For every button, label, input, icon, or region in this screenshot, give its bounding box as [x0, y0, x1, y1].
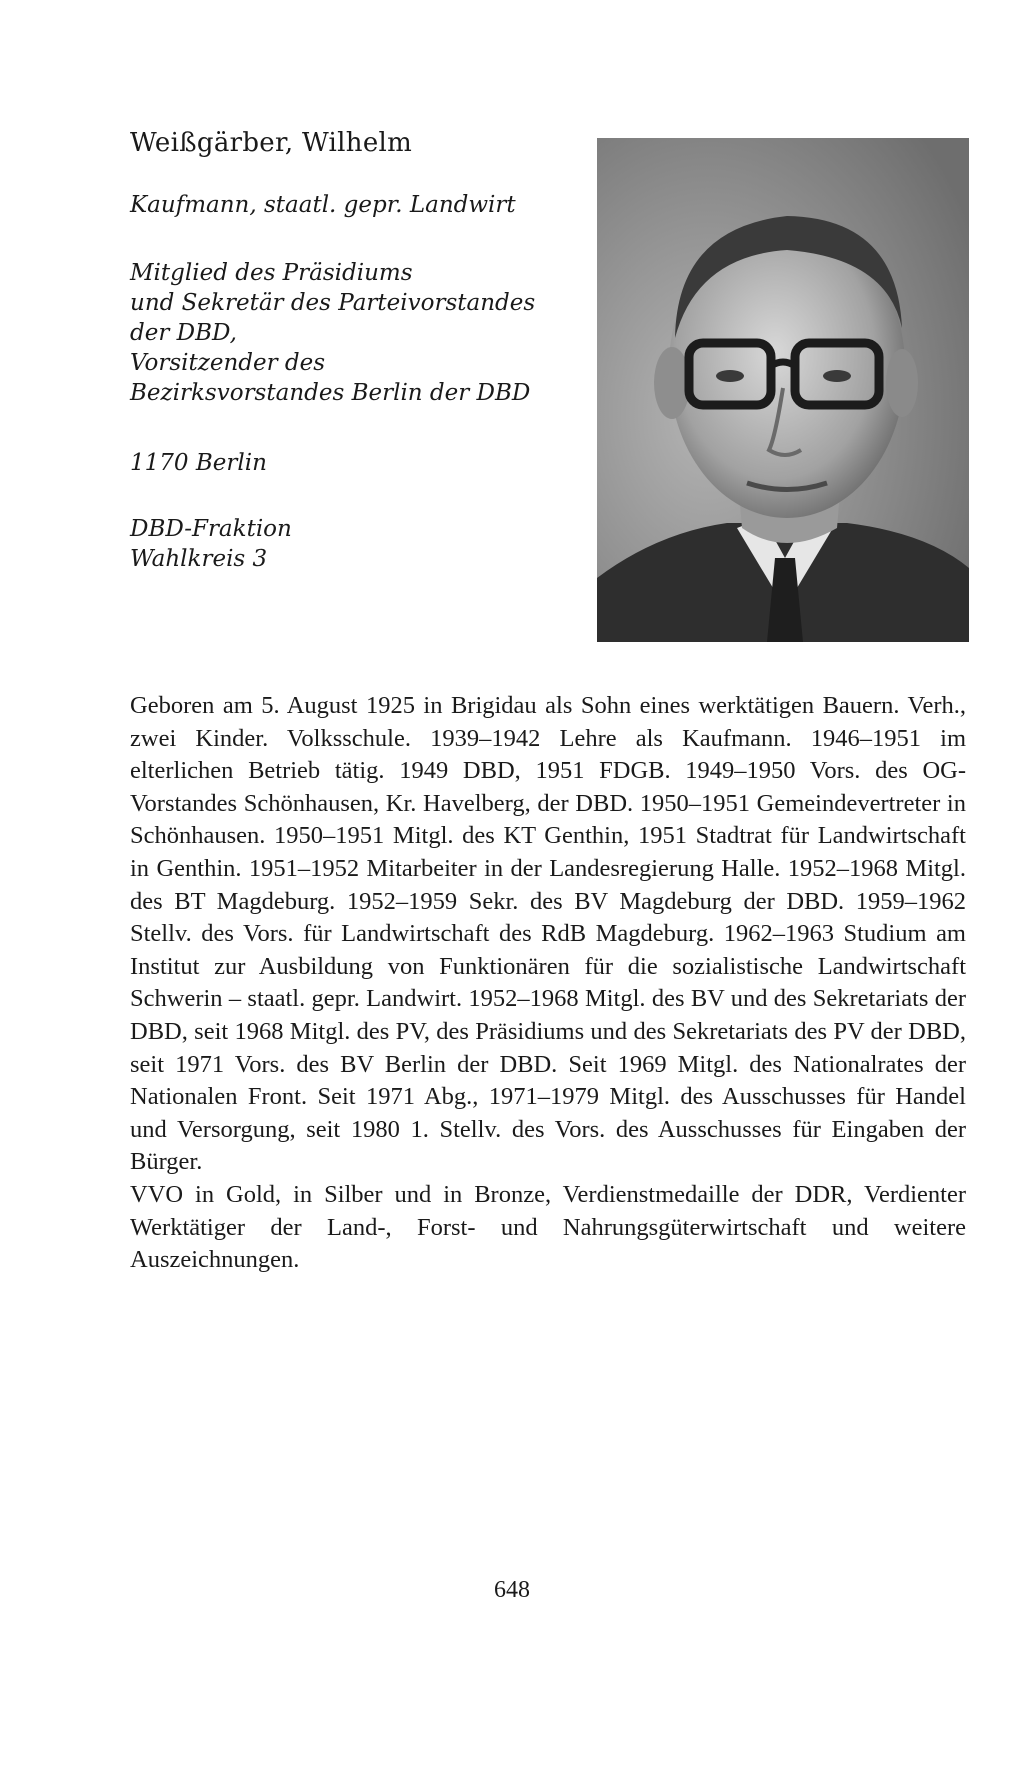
portrait-photo [597, 138, 969, 642]
awards-text: VVO in Gold, in Silber und in Bronze, Verdienstmedaille der DDR, Verdienter Werktätiger der Land-, Forst- und Nahrungsgüterwirtschaft und weitere Auszeichnungen. [130, 1180, 966, 1274]
page-number: 648 [494, 1577, 530, 1603]
function-line: und Sekretär des Parteivorstandes [130, 290, 536, 316]
entry-profession: Kaufmann, staatl. gepr. Landwirt [130, 192, 516, 218]
function-line: der DBD, [130, 320, 237, 346]
entry-city: 1170 Berlin [130, 450, 267, 476]
entry-faction [130, 514, 590, 574]
entry-functions [130, 258, 590, 408]
biography [130, 690, 966, 1277]
function-line: Vorsitzender des [130, 350, 326, 376]
biography-text: Geboren am 5. August 1925 in Brigidau als Sohn eines werktätigen Bauern. Verh., zwei Kinder. Volksschule. 1939–1942 Lehre als Kaufmann. 1946–1951 im elterlichen Betrieb tätig. 1949 DBD, 1951 FDGB. 1949–1950 Vors. des OG-Vorstandes Schönhausen, Kr. Havelberg, der DBD. 1950–1951 Gemeindevertreter in Schönhausen. 1950–1951 Mitgl. des KT Genthin, 1951 Stadtrat für Landwirtschaft in Genthin. 1951–1952 Mitarbeiter in der Landesregierung Halle. 1952–1968 Mitgl. des BT Magdeburg. 1952–1959 Sekr. des BV Magdeburg der DBD. 1959–1962 Stellv. des Vors. für Landwirtschaft des RdB Magdeburg. 1962–1963 Studium am Institut zur Ausbildung von Funktionären für die sozialistische Landwirtschaft Schwerin – staatl. gepr. Landwirt. 1952–1968 Mitgl. des BV und des Sekretariats der DBD, seit 1968 Mitgl. des PV, des Präsidiums und des Sekretariats des PV der DBD, seit 1971 Vors. des BV Berlin der DBD. Seit 1969 Mitgl. des Nationalrates der Nationalen Front. Seit 1971 Abg., 1971–1979 Mitgl. des Ausschusses für Handel und Versorgung, seit 1980 1. Stellv. des Vors. des Ausschusses für Eingaben der Bürger. [130, 692, 966, 1176]
entry-name: Weißgärber, Wilhelm [130, 128, 413, 158]
function-line: Mitglied des Präsidiums [130, 260, 413, 286]
function-line: Bezirksvorstandes Berlin der DBD [130, 380, 531, 406]
constituency-label: Wahlkreis 3 [130, 546, 268, 572]
faction-label: DBD-Fraktion [130, 516, 292, 542]
